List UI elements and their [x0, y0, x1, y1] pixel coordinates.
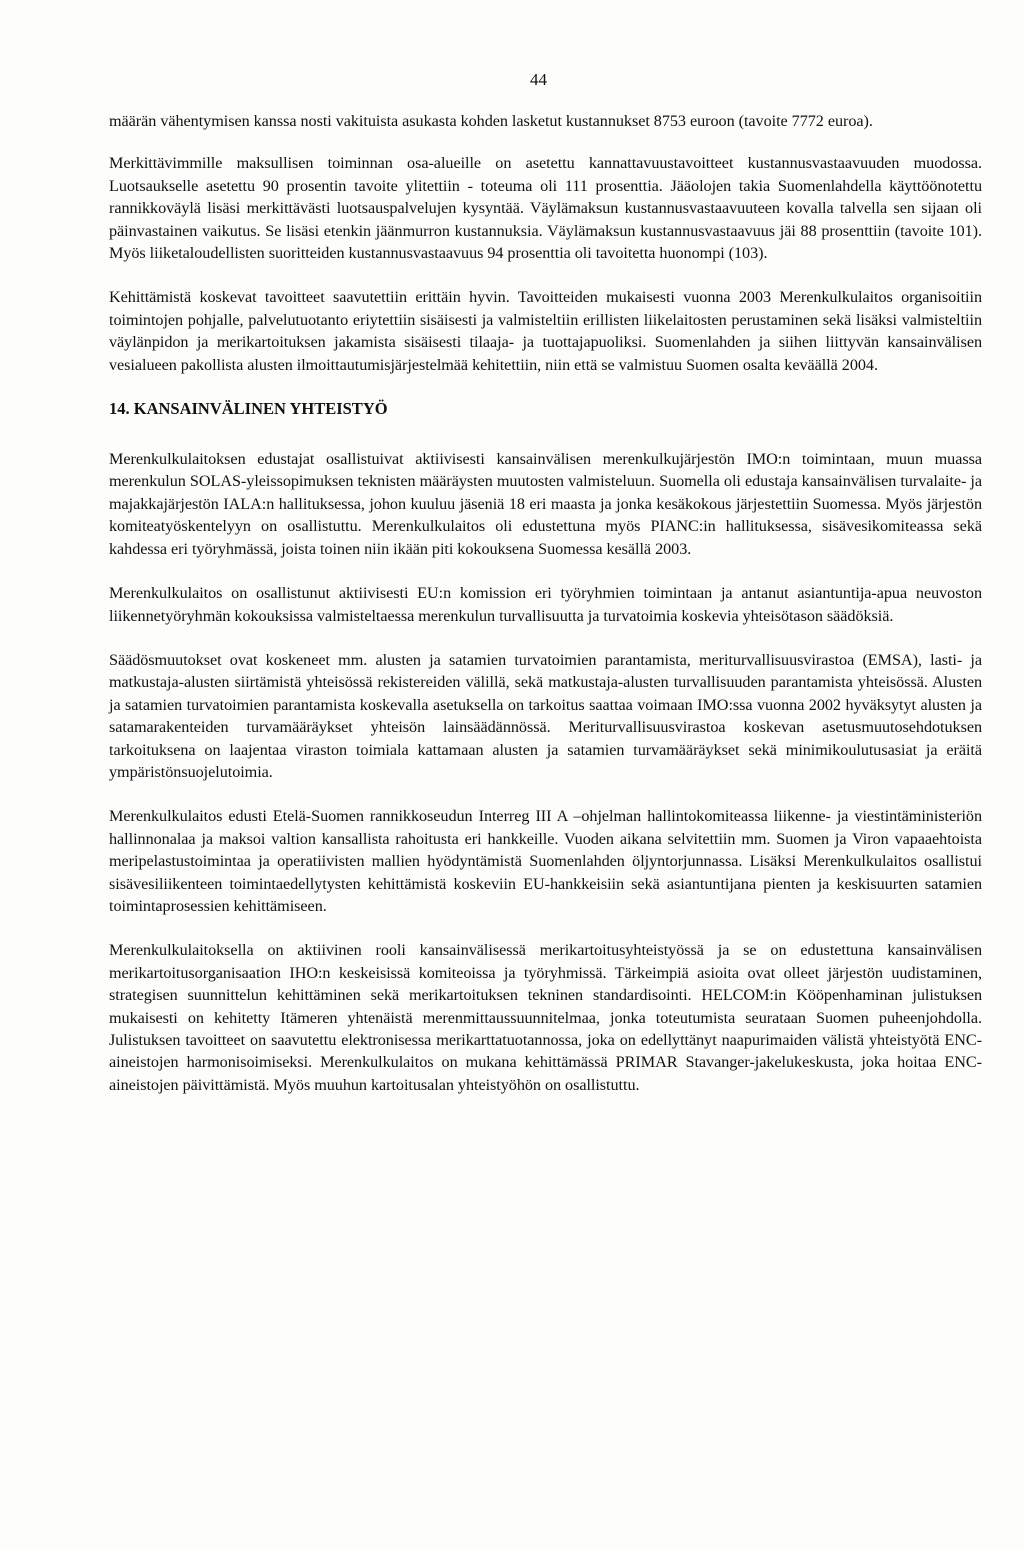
paragraph-legislation-changes: Säädösmuutokset ovat koskeneet mm. alusten ja satamien turvatoimien parantamista, meriturvallisuusvirastoa (EMSA), lasti- ja matkustaja-alusten siirtämistä yhteisössä rekistereiden välillä, sekä matkustaja-alusten turvallisuuden parantamista yhteisössä. Alusten ja satamien turvatoimien parantamista koskevalla asetuksella on tarkoitus saattaa voimaan IMO:ssa vuonna 2002 hyväksytyt alusten ja satamarakenteiden turvamääräykset yhteisön lainsäädännössä. Meriturvallisuusvirastoa koskevan asetusmuutosehdotuksen tarkoituksena on laajentaa viraston toimiala kattamaan alusten ja satamien turvamääräykset sekä minimikoulutusasiat ja eräitä ympäristönsuojelutoimia.: [109, 650, 982, 781]
paragraph-cost-per-resident: määrän vähentymisen kanssa nosti vakituista asukasta kohden lasketut kustannukset 8753 euroon (tavoite 7772 euroa).: [109, 112, 873, 130]
page-number: 44: [530, 70, 547, 89]
paragraph-hydrography: Merenkulkulaitoksella on aktiivinen rooli kansainvälisessä merikartoitusyhteistyössä ja se on edustettuna kansainvälisen merikartoitusorganisaation IHO:n keskeisissä komiteoissa ja työryhmissä. Tärkeimpiä asioita ovat olleet järjestön uudistaminen, strategisen suunnittelun kehittäminen sekä merikartoituksen tekninen standardisointi. HELCOM:in Kööpenhaminan julistuksen mukaisesti on kehitetty Itämeren yhtenäistä merenmittaussuunnitelmaa, jonka toteutumista seurataan Suomen puheenjohdolla. Julistuksen tavoitteet on saavutettu elektronisessa merikarttatuotannossa, joka on edellyttänyt naapurimaiden välistä yhteistyötä ENC-aineistojen harmonisoimiseksi. Merenkulkulaitos on mukana kehittämässä PRIMAR Stavanger-jakelukeskusta, joka hoitaa ENC-aineistojen päivittämistä. Myös muuhun kartoitusalan yhteistyöhön on osallistuttu.: [109, 941, 982, 1094]
paragraph-imo-iala: Merenkulkulaitoksen edustajat osallistuivat aktiivisesti kansainvälisen merenkulkujärjestön IMO:n toimintaan, muun muassa merenkulun SOLAS-yleissopimuksen teknisten määräysten muutosten valmisteluun. Suomella oli edustaja kansainvälisen turvalaite- ja majakkajärjestön IALA:n hallituksessa, johon kuuluu jäseniä 18 eri maasta ja jonka kesäkokous järjestettiin Suomessa. Myös järjestön komiteatyöskentelyyn on osallistuttu. Merenkulkulaitos oli edustettuna myös PIANC:in hallituksessa, sisävesikomiteassa sekä kahdessa eri työryhmässä, joista toinen niin ikään piti kokouksena Suomessa kesällä 2003.: [109, 450, 982, 558]
paragraph-cost-recovery: Merkittävimmille maksullisen toiminnan osa-alueille on asetettu kannattavuustavoitteet kustannusvastaavuuden muodossa. Luotsaukselle asetettu 90 prosentin tavoite ylitettiin - toteuma oli 111 prosenttia. Jääolojen takia Suomenlahdella käyttöönotettu rannikkoväylä lisäsi merkittävästi luotsauspalvelujen kysyntää. Väylämaksun kustannusvastaavuuteen kovalla talvella sen sijaan oli päinvastainen vaikutus. Se lisäsi etenkin jäänmurron kustannuksia. Väylämaksun kustannusvastaavuus jäi 88 prosenttiin (tavoite 101). Myös liiketaloudellisten suoritteiden kustannusvastaavuus 94 prosenttia oli tavoitetta huonompi (103).: [109, 154, 982, 263]
paragraph-eu-commission: Merenkulkulaitos on osallistunut aktiivisesti EU:n komission eri työryhmien toimintaan ja antanut asiantuntija-apua neuvoston liikennetyöryhmän kokouksissa valmisteltaessa merenkulun turvallisuutta ja turvatoimia koskevia yhteisötason säädöksiä.: [109, 584, 982, 625]
paragraph-interreg: Merenkulkulaitos edusti Etelä-Suomen rannikkoseudun Interreg III A –ohjelman hallintokomiteassa liikenne- ja viestintäministeriön hallinnonalaa ja maksoi valtion kansallista rahoitusta eri hankkeille. Vuoden aikana selvitettiin mm. Suomen ja Viron vapaaehtoista meripelastustoimintaa ja operatiivisten mallien hyödyntämistä Suomenlahden öljyntorjunnassa. Lisäksi Merenkulkulaitos osallistui sisävesiliikenteen toimintaedellytysten kehittämistä koskeviin EU-hankkeisiin sekä asiantuntijana pienten ja keskisuurten satamien toimintaprosessien kehittämiseen.: [109, 807, 982, 915]
paragraph-development-goals: Kehittämistä koskevat tavoitteet saavutettiin erittäin hyvin. Tavoitteiden mukaisesti vuonna 2003 Merenkulkulaitos organisoitiin toimintojen pohjalle, palvelutuotanto eriytettiin sisäisesti ja valmisteltiin erillisten liikelaitosten perustaminen sekä lisäksi valmisteltiin väylänpidon ja merikartoituksen jakamista sisäisesti tilaaja- ja tuottajapuoliksi. Suomenlahden ja siihen liittyvän kansainvälisen vesialueen pakollista alusten ilmoittautumisjärjestelmää kehitettiin, niin että se valmistuu Suomen osalta keväällä 2004.: [109, 288, 982, 374]
document-body: [109, 110, 982, 1118]
section-heading: 14. KANSAINVÄLINEN YHTEISTYÖ: [109, 399, 388, 419]
